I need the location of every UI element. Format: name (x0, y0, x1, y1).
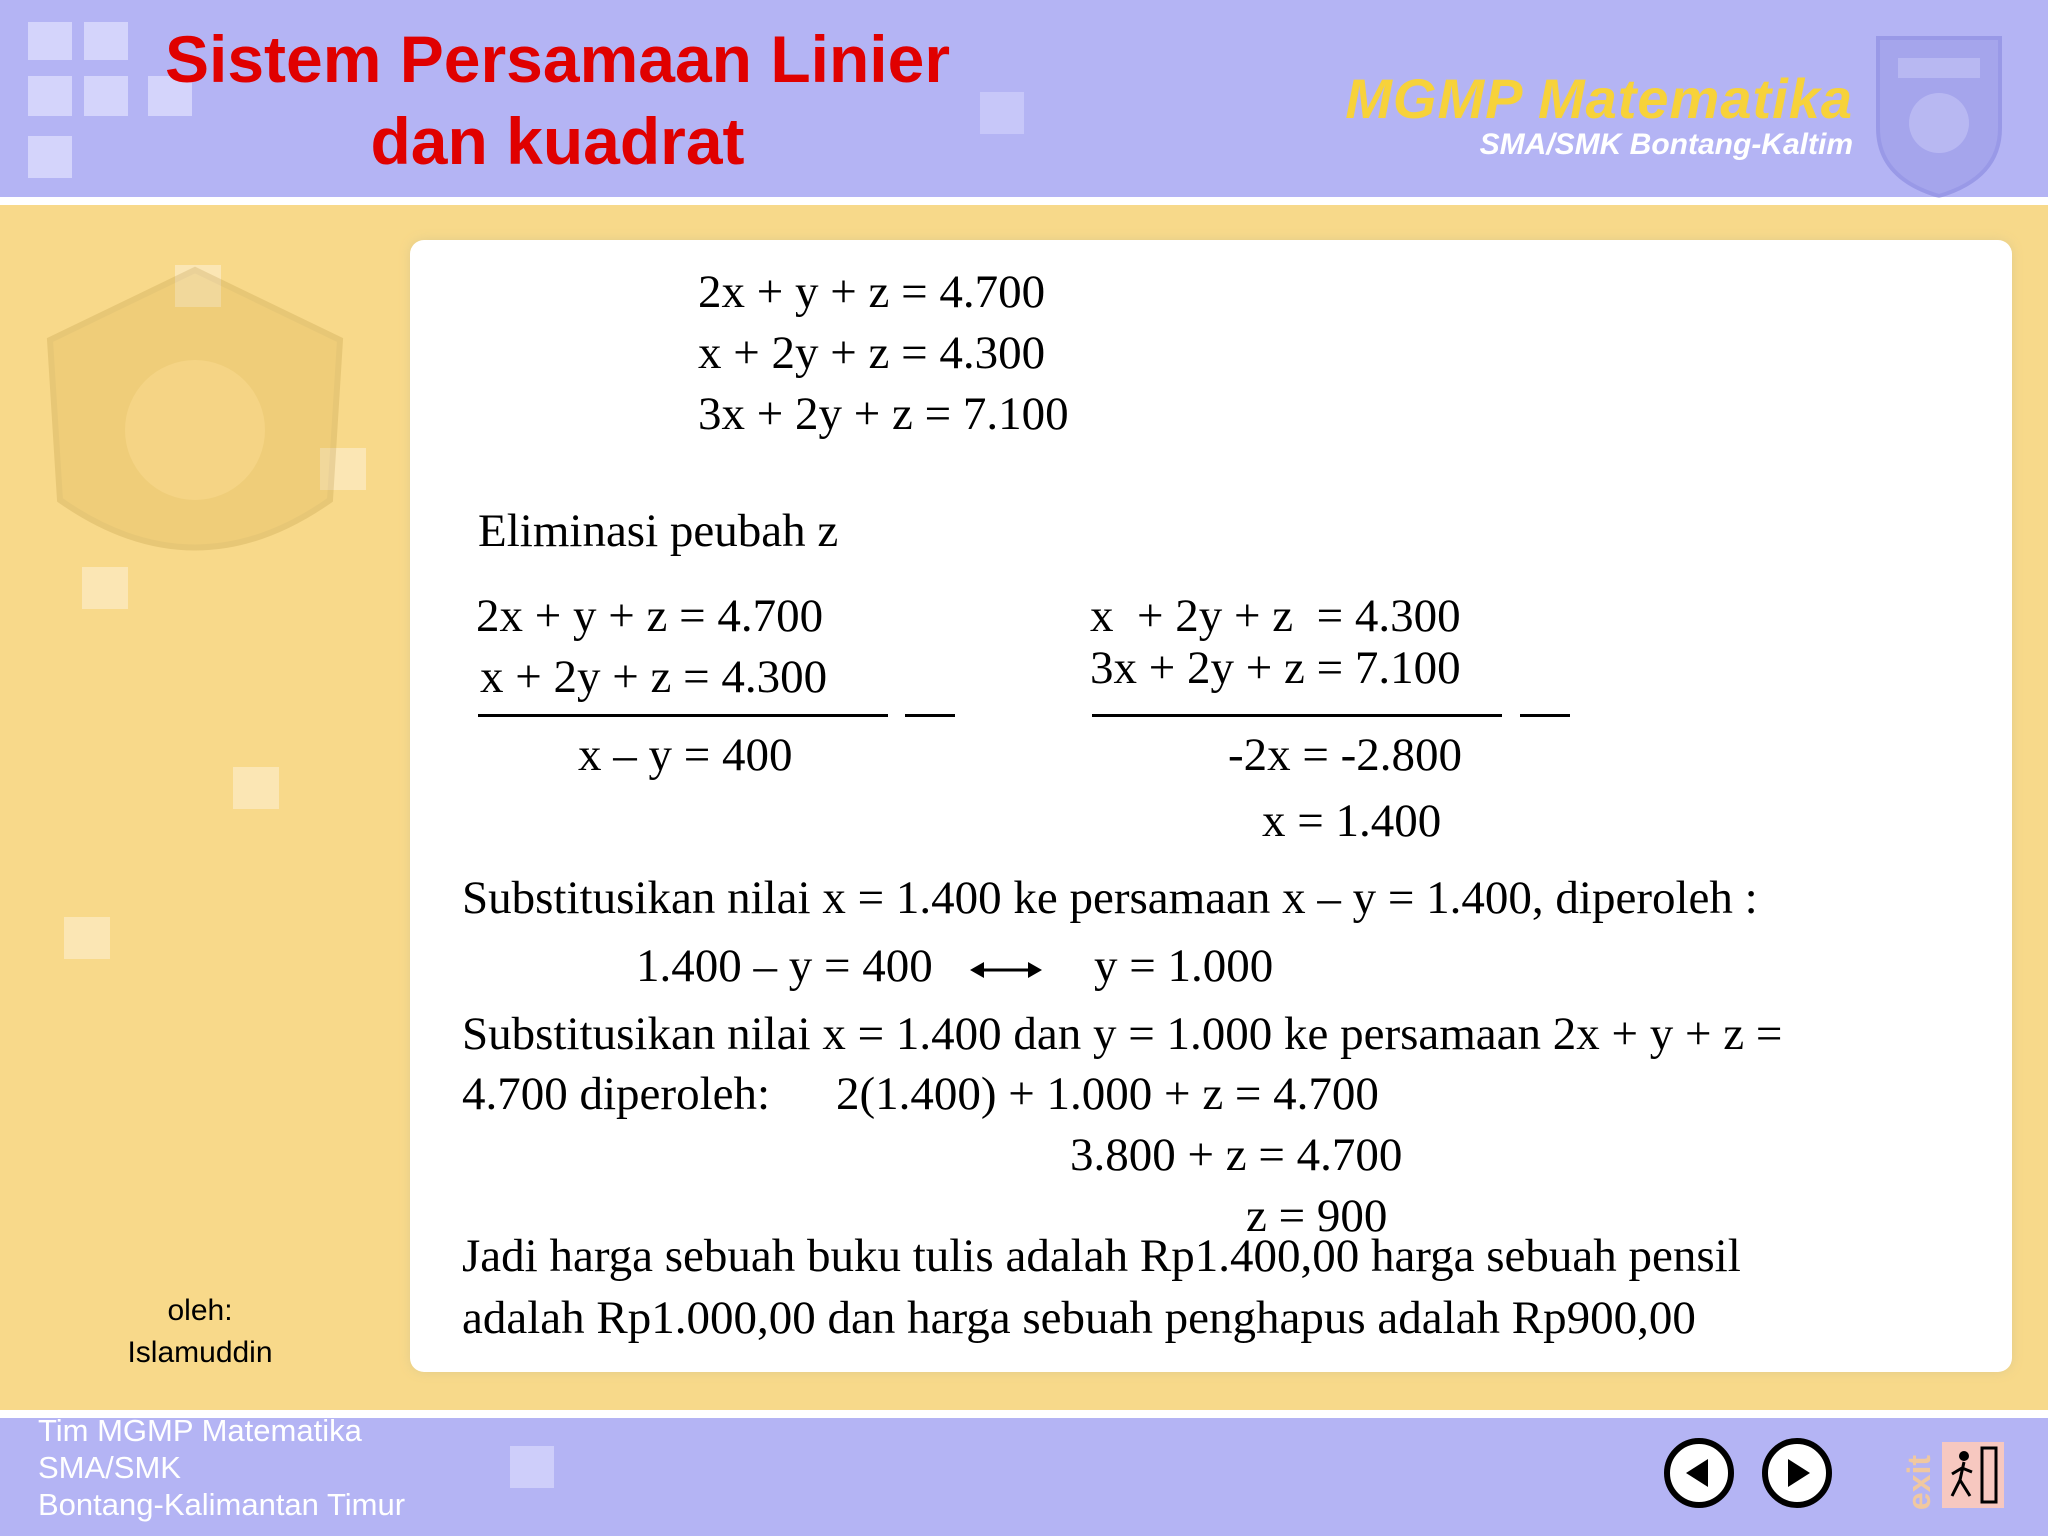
conclusion-line-2: adalah Rp1.000,00 dan harga sebuah penghapus adalah Rp900,00 (462, 1292, 1696, 1344)
system-equation-3: 3x + 2y + z = 7.100 (698, 388, 1069, 440)
author-name: Islamuddin (127, 1336, 273, 1369)
right-elim-rule (1092, 714, 1502, 717)
footer-credit: Tim MGMP Matematika SMA/SMK Bontang-Kalimantan Timur (38, 1413, 406, 1522)
right-elim-result-2: x = 1.400 (1262, 795, 1442, 847)
title-line-2: dan kuadrat (370, 104, 745, 178)
previous-button[interactable] (1664, 1438, 1734, 1508)
decor-square (233, 767, 279, 809)
conclusion-line-1: Jadi harga sebuah buku tulis adalah Rp1.400,00 harga sebuah pensil (462, 1230, 1741, 1282)
left-elim-result: x – y = 400 (578, 729, 793, 781)
system-equation-2: x + 2y + z = 4.300 (698, 327, 1046, 379)
walking-exit-icon (1942, 1442, 2004, 1508)
double-arrow-icon (970, 958, 1042, 982)
substitution-2-step-3: z = 900 (1246, 1190, 1388, 1242)
substitution-1-calc-left: 1.400 – y = 400 (636, 940, 933, 992)
substitution-2-step-2: 3.800 + z = 4.700 (1070, 1129, 1403, 1181)
title-line-1: Sistem Persamaan Linier (164, 22, 951, 96)
education-emblem-watermark (40, 260, 350, 600)
regional-emblem-logo (1868, 18, 2010, 198)
right-elim-result-1: -2x = -2.800 (1228, 729, 1463, 781)
substitution-1-calc-right: y = 1.000 (1094, 940, 1274, 992)
previous-icon (1670, 1444, 1728, 1502)
brand-main-text: MGMP Matematika (1345, 67, 1853, 130)
left-elim-rule (478, 714, 888, 717)
brand-block (1345, 68, 1853, 160)
next-button[interactable] (1762, 1438, 1832, 1508)
system-equation-1: 2x + y + z = 4.700 (698, 266, 1046, 318)
substitution-2-label: 4.700 diperoleh: (462, 1068, 771, 1120)
exit-button[interactable] (1900, 1440, 1980, 1512)
next-icon (1768, 1444, 1826, 1502)
exit-label: exit (1901, 1454, 1938, 1511)
decor-square (510, 1446, 554, 1488)
right-elim-equation-1: x + 2y + z = 4.300 (1090, 590, 1461, 642)
right-elim-equation-2: 3x + 2y + z = 7.100 (1090, 642, 1461, 694)
brand-sub-text: SMA/SMK Bontang-Kaltim (1479, 128, 1853, 161)
substitution-2-line-1: Substitusikan nilai x = 1.400 dan y = 1.000 ke persamaan 2x + y + z = (462, 1008, 1783, 1060)
right-minus-sign (1520, 714, 1570, 717)
author-label: oleh: (167, 1294, 233, 1327)
author-credit (80, 1290, 320, 1374)
page-title (0, 18, 1115, 182)
decor-square (64, 917, 110, 959)
elimination-heading: Eliminasi peubah z (478, 505, 839, 557)
left-elim-equation-2: x + 2y + z = 4.300 (480, 651, 828, 703)
left-elim-equation-1: 2x + y + z = 4.700 (476, 590, 824, 642)
content-card (410, 240, 2012, 1372)
left-minus-sign (905, 714, 955, 717)
substitution-2-step-1: 2(1.400) + 1.000 + z = 4.700 (836, 1068, 1379, 1120)
substitution-1-text: Substitusikan nilai x = 1.400 ke persamaan x – y = 1.400, diperoleh : (462, 872, 1758, 924)
